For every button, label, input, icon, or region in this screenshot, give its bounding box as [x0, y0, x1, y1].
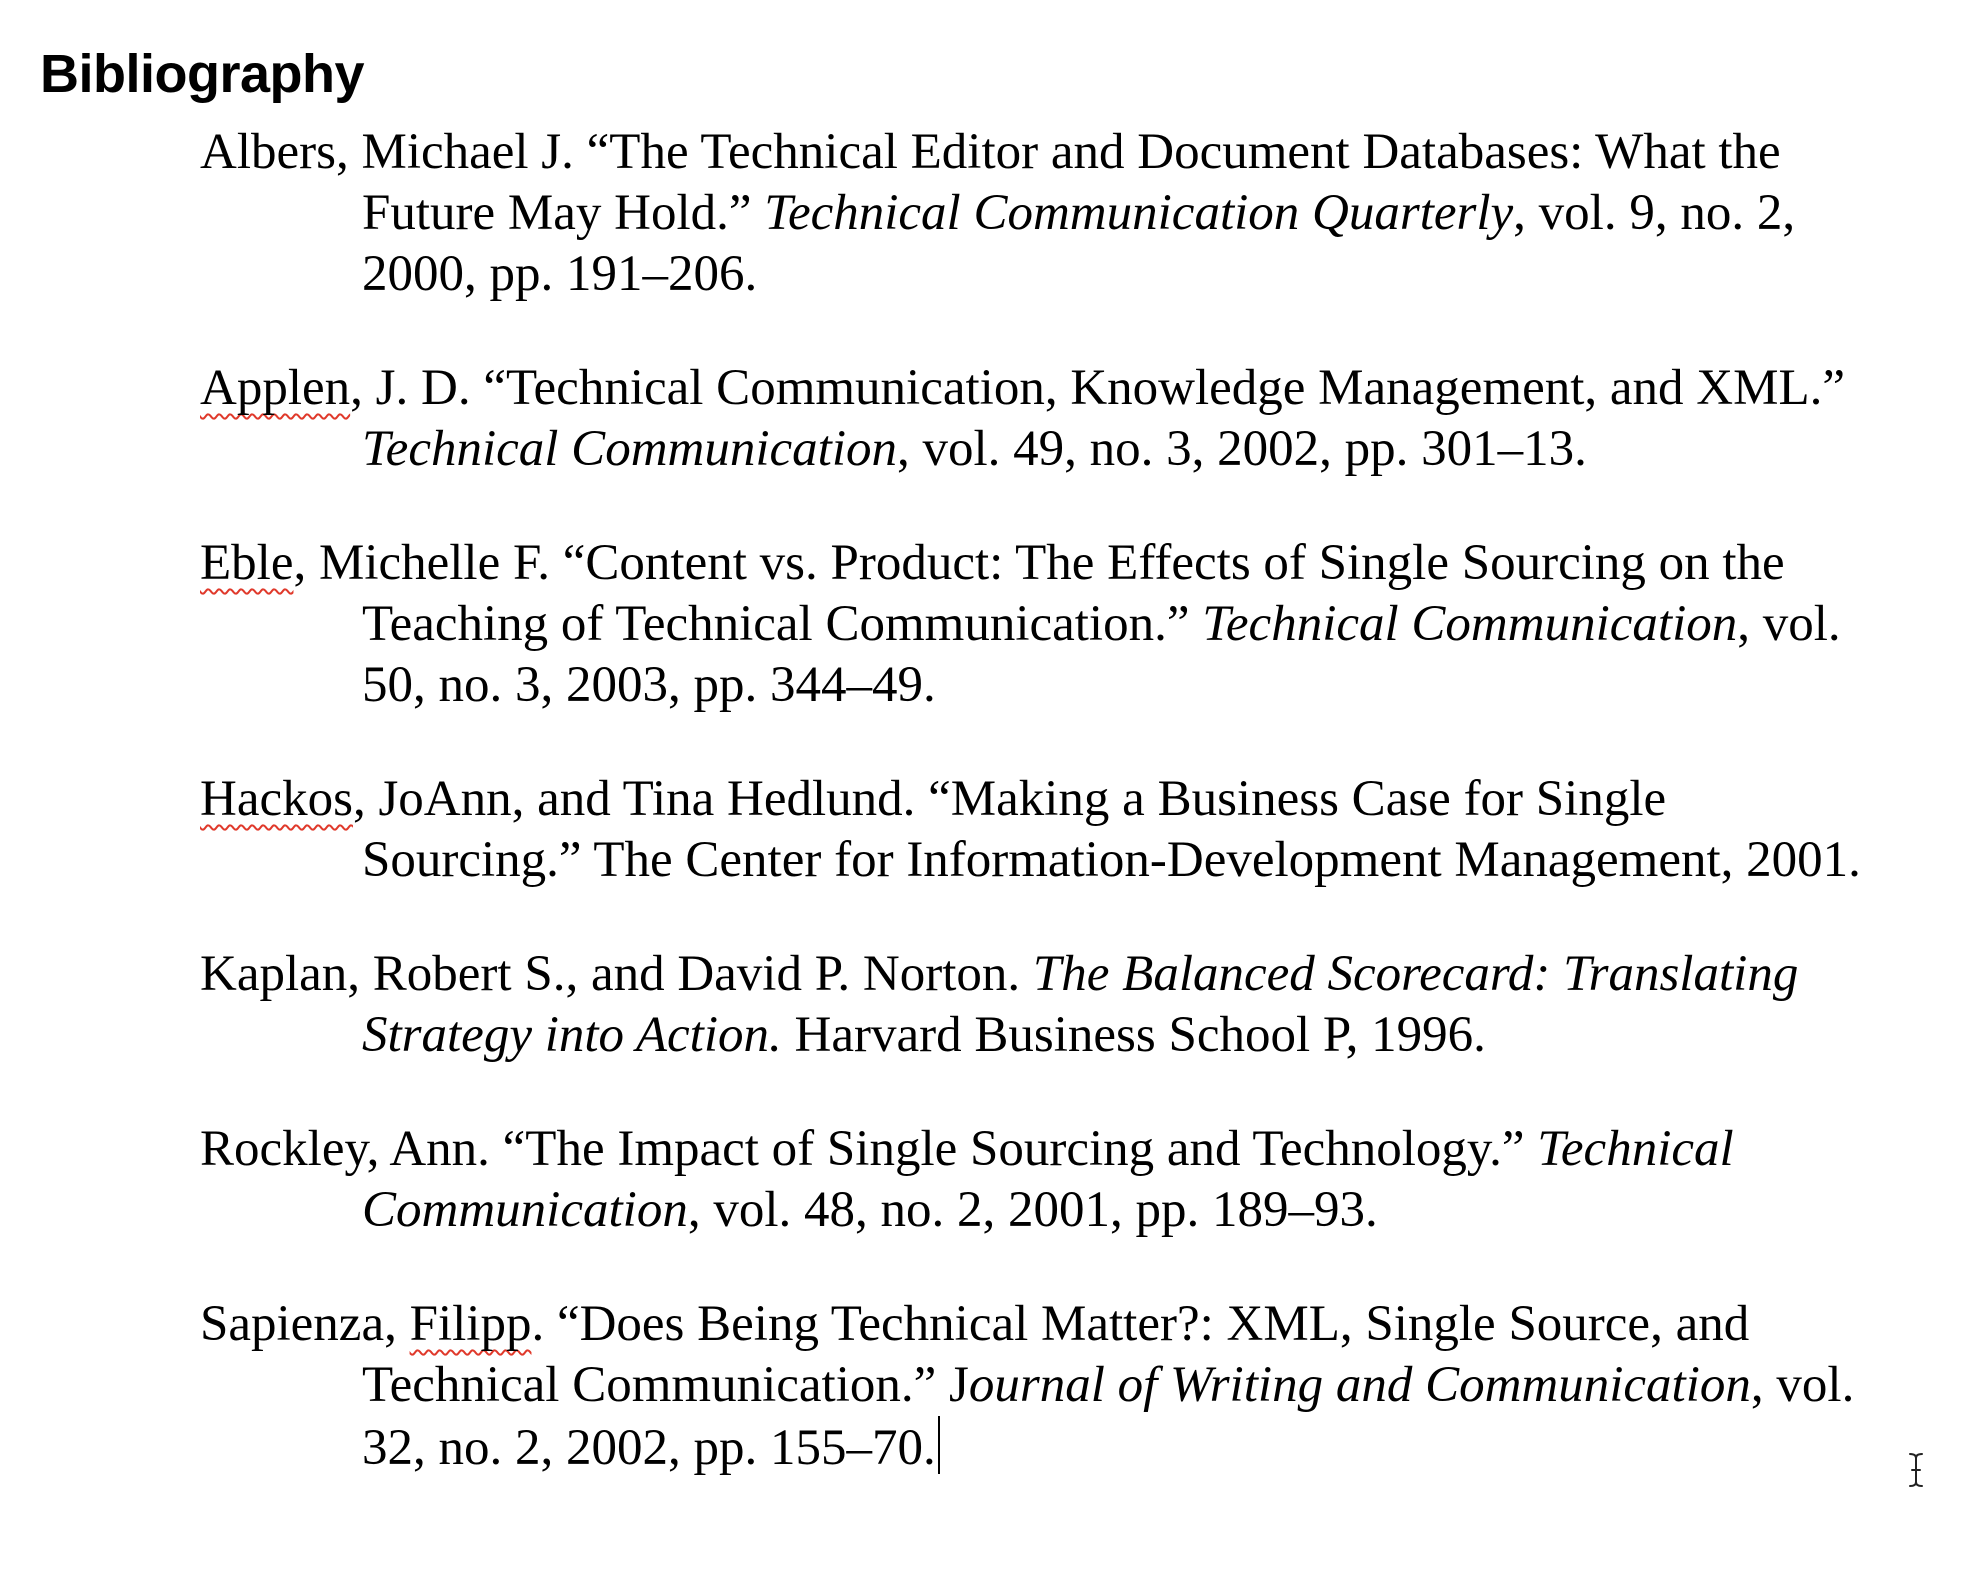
bibliography-heading: Bibliography [40, 44, 365, 104]
bibliography-entry[interactable] [200, 1294, 1940, 1479]
entry-continuation-line [200, 1355, 1940, 1416]
entry-text: Future May Hold.” [362, 185, 765, 241]
entry-text: Teaching of Technical Communication.” [362, 596, 1203, 652]
entry-text: Sapienza, [200, 1296, 410, 1352]
spellcheck-flagged-word: Applen [200, 360, 351, 416]
entry-continuation-line [200, 655, 1940, 716]
entry-text: Kaplan, Robert S., and David P. Norton. [200, 946, 1033, 1002]
entry-italic-title: Technical Communication Quarterly [764, 185, 1514, 241]
i-beam-cursor-icon [1906, 1452, 1926, 1488]
entry-italic-title: Communication [362, 1182, 688, 1238]
entry-text: , J. D. “Technical Communication, Knowledge Management, and XML.” [350, 360, 1846, 416]
entry-italic-title: Strategy into Action. [362, 1007, 782, 1063]
bibliography-entry[interactable] [200, 769, 1940, 891]
entry-text: . “Does Being Technical Matter?: XML, Single Source, and [531, 1296, 1750, 1352]
entry-continuation-line [200, 830, 1940, 891]
entry-text: , Michelle F. “Content vs. Product: The Effects of Single Sourcing on the [293, 535, 1785, 591]
bibliography-entry[interactable] [200, 122, 1940, 305]
entry-continuation-line [200, 419, 1940, 480]
entry-first-line [200, 122, 1940, 183]
entry-continuation-line [200, 244, 1940, 305]
entry-first-line [200, 533, 1940, 594]
entry-italic-title: Technical Communication [362, 421, 898, 477]
entry-first-line [200, 944, 1940, 1005]
entry-continuation-line [200, 1180, 1940, 1241]
bibliography-entry[interactable] [200, 1119, 1940, 1241]
entry-text: Sourcing.” The Center for Information-Development Management, 2001. [362, 832, 1861, 888]
bibliography-entry[interactable] [200, 944, 1940, 1066]
entry-first-line [200, 1294, 1940, 1355]
entry-continuation-line [200, 1416, 1940, 1479]
entry-text: Technical Communication.” J [362, 1357, 969, 1413]
entry-text: 32, no. 2, 2002, pp. 155–70. [362, 1420, 936, 1476]
entry-continuation-line [200, 183, 1940, 244]
entry-first-line [200, 1119, 1940, 1180]
entry-text: , vol. 9, no. 2, [1513, 185, 1796, 241]
entry-text: 2000, pp. 191–206. [362, 246, 758, 302]
spellcheck-flagged-word: Filipp [409, 1296, 532, 1352]
spellcheck-flagged-word: Hackos [200, 771, 353, 827]
entry-text: 50, no. 3, 2003, pp. 344–49. [362, 657, 936, 713]
entry-first-line [200, 358, 1940, 419]
entry-text: , vol. [1750, 1357, 1855, 1413]
entry-continuation-line [200, 1005, 1940, 1066]
entry-italic-title: Technical [1537, 1121, 1734, 1177]
entry-first-line [200, 769, 1940, 830]
entry-text: , vol. [1737, 596, 1841, 652]
entry-text: Rockley, Ann. “The Impact of Single Sourcing and Technology.” [200, 1121, 1538, 1177]
bibliography-list [200, 122, 1940, 1532]
spellcheck-flagged-word: Eble [200, 535, 294, 591]
entry-text: , JoAnn, and Tina Hedlund. “Making a Business Case for Single [352, 771, 1667, 827]
entry-continuation-line [200, 594, 1940, 655]
entry-italic-title: ournal of Writing and Communication [968, 1357, 1751, 1413]
entry-italic-title: Technical Communication [1202, 596, 1738, 652]
text-caret [938, 1416, 940, 1474]
entry-text: , vol. 49, no. 3, 2002, pp. 301–13. [897, 421, 1587, 477]
entry-italic-title: The Balanced Scorecard: Translating [1032, 946, 1799, 1002]
entry-text: , vol. 48, no. 2, 2001, pp. 189–93. [687, 1182, 1378, 1238]
bibliography-entry[interactable] [200, 533, 1940, 716]
entry-text: Albers, Michael J. “The Technical Editor and Document Databases: What the [200, 124, 1781, 180]
bibliography-entry[interactable] [200, 358, 1940, 480]
entry-text: Harvard Business School P, 1996. [781, 1007, 1486, 1063]
